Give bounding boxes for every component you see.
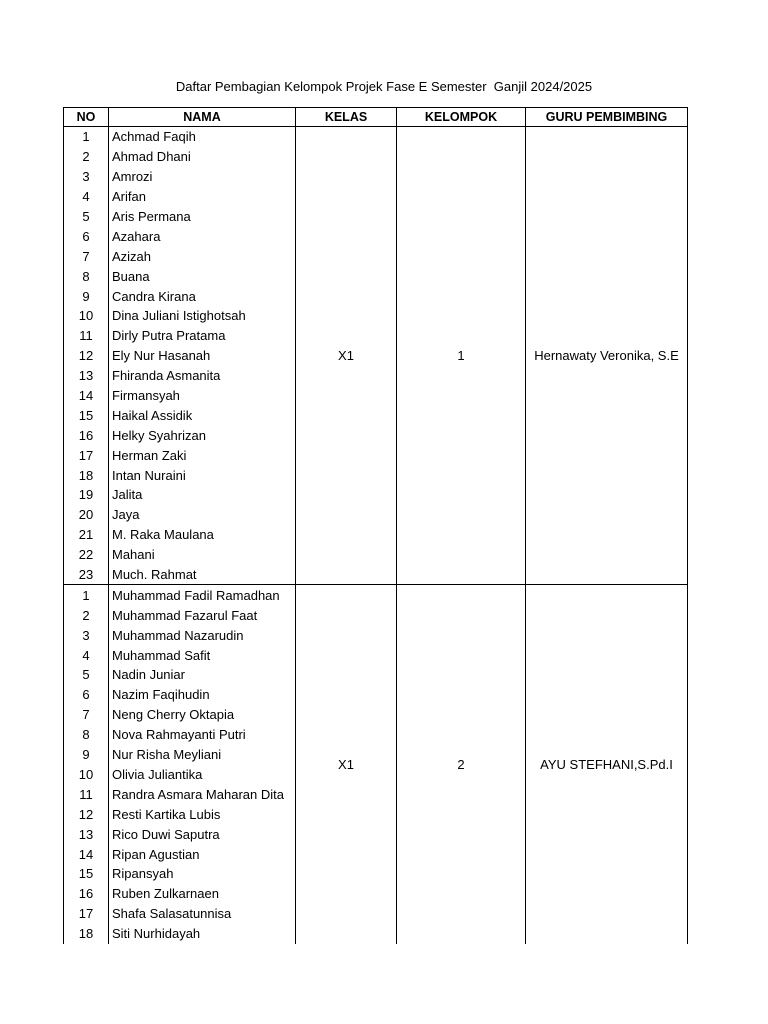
student-name: Randra Asmara Maharan Dita bbox=[109, 784, 296, 804]
student-name: Shafa Salasatunnisa bbox=[109, 904, 296, 924]
student-number: 21 bbox=[64, 525, 109, 545]
student-number: 14 bbox=[64, 386, 109, 406]
student-number: 16 bbox=[64, 884, 109, 904]
student-number: 12 bbox=[64, 804, 109, 824]
student-number: 13 bbox=[64, 824, 109, 844]
student-number: 5 bbox=[64, 665, 109, 685]
student-number: 9 bbox=[64, 745, 109, 765]
student-number: 10 bbox=[64, 306, 109, 326]
student-name: Fhiranda Asmanita bbox=[109, 366, 296, 386]
student-name: Ruben Zulkarnaen bbox=[109, 884, 296, 904]
student-name: Ely Nur Hasanah bbox=[109, 346, 296, 366]
student-number: 5 bbox=[64, 207, 109, 227]
student-name: Muhammad Safit bbox=[109, 645, 296, 665]
student-number: 7 bbox=[64, 246, 109, 266]
student-name: Nur Risha Meyliani bbox=[109, 745, 296, 765]
student-name: Arifan bbox=[109, 187, 296, 207]
student-name: Jalita bbox=[109, 485, 296, 505]
student-name: Jaya bbox=[109, 505, 296, 525]
student-number: 11 bbox=[64, 784, 109, 804]
student-name: Herman Zaki bbox=[109, 445, 296, 465]
student-number: 13 bbox=[64, 366, 109, 386]
student-name: Rico Duwi Saputra bbox=[109, 824, 296, 844]
student-number: 22 bbox=[64, 545, 109, 565]
table-row bbox=[64, 127, 688, 147]
student-name: Muhammad Fadil Ramadhan bbox=[109, 585, 296, 605]
student-name: Muhammad Fazarul Faat bbox=[109, 605, 296, 625]
student-number: 4 bbox=[64, 187, 109, 207]
student-name: Achmad Faqih bbox=[109, 127, 296, 147]
student-name: Muhammad Nazarudin bbox=[109, 625, 296, 645]
column-header-kelas: KELAS bbox=[296, 108, 397, 127]
student-number: 2 bbox=[64, 147, 109, 167]
student-name: Siti Nurhidayah bbox=[109, 924, 296, 944]
student-number: 23 bbox=[64, 565, 109, 585]
roster-body bbox=[64, 127, 688, 944]
student-number: 6 bbox=[64, 685, 109, 705]
student-name: Azizah bbox=[109, 246, 296, 266]
table-row bbox=[64, 585, 688, 605]
student-number: 10 bbox=[64, 765, 109, 785]
student-number: 4 bbox=[64, 645, 109, 665]
student-name: Amrozi bbox=[109, 167, 296, 187]
student-name: Aris Permana bbox=[109, 207, 296, 227]
student-name: Mahani bbox=[109, 545, 296, 565]
student-number: 14 bbox=[64, 844, 109, 864]
student-name: Ripan Agustian bbox=[109, 844, 296, 864]
student-number: 7 bbox=[64, 705, 109, 725]
student-number: 3 bbox=[64, 625, 109, 645]
student-number: 2 bbox=[64, 605, 109, 625]
group-kelompok: 1 bbox=[397, 127, 526, 585]
student-name: Azahara bbox=[109, 226, 296, 246]
student-name: Nova Rahmayanti Putri bbox=[109, 725, 296, 745]
group-kelas: X1 bbox=[296, 585, 397, 944]
student-name: Dina Juliani Istighotsah bbox=[109, 306, 296, 326]
student-number: 11 bbox=[64, 326, 109, 346]
student-number: 19 bbox=[64, 485, 109, 505]
student-number: 6 bbox=[64, 226, 109, 246]
student-number: 17 bbox=[64, 445, 109, 465]
header-row bbox=[64, 108, 688, 127]
student-number: 18 bbox=[64, 465, 109, 485]
student-name: Neng Cherry Oktapia bbox=[109, 705, 296, 725]
student-number: 1 bbox=[64, 585, 109, 605]
student-name: Dirly Putra Pratama bbox=[109, 326, 296, 346]
group-guru-pembimbing: Hernawaty Veronika, S.E bbox=[526, 127, 688, 585]
student-number: 8 bbox=[64, 725, 109, 745]
student-number: 15 bbox=[64, 405, 109, 425]
group-guru-pembimbing: AYU STEFHANI,S.Pd.I bbox=[526, 585, 688, 944]
student-name: Intan Nuraini bbox=[109, 465, 296, 485]
column-header-nama: NAMA bbox=[109, 108, 296, 127]
column-header-guru: GURU PEMBIMBING bbox=[526, 108, 688, 127]
student-number: 20 bbox=[64, 505, 109, 525]
student-name: Firmansyah bbox=[109, 386, 296, 406]
student-number: 17 bbox=[64, 904, 109, 924]
student-number: 18 bbox=[64, 924, 109, 944]
student-name: Resti Kartika Lubis bbox=[109, 804, 296, 824]
student-name: Nadin Juniar bbox=[109, 665, 296, 685]
student-name: M. Raka Maulana bbox=[109, 525, 296, 545]
column-header-kelompok: KELOMPOK bbox=[397, 108, 526, 127]
page-title: Daftar Pembagian Kelompok Projek Fase E Semester Ganjil 2024/2025 bbox=[175, 79, 593, 94]
student-name: Much. Rahmat bbox=[109, 565, 296, 585]
student-number: 12 bbox=[64, 346, 109, 366]
column-header-no: NO bbox=[64, 108, 109, 127]
student-number: 8 bbox=[64, 266, 109, 286]
group-roster-table bbox=[63, 107, 688, 944]
student-name: Helky Syahrizan bbox=[109, 425, 296, 445]
student-name: Ahmad Dhani bbox=[109, 147, 296, 167]
student-name: Buana bbox=[109, 266, 296, 286]
student-name: Haikal Assidik bbox=[109, 405, 296, 425]
student-number: 9 bbox=[64, 286, 109, 306]
student-name: Candra Kirana bbox=[109, 286, 296, 306]
student-number: 16 bbox=[64, 425, 109, 445]
student-name: Olivia Juliantika bbox=[109, 765, 296, 785]
group-kelompok: 2 bbox=[397, 585, 526, 944]
group-kelas: X1 bbox=[296, 127, 397, 585]
student-number: 15 bbox=[64, 864, 109, 884]
student-number: 1 bbox=[64, 127, 109, 147]
student-number: 3 bbox=[64, 167, 109, 187]
student-name: Ripansyah bbox=[109, 864, 296, 884]
student-name: Nazim Faqihudin bbox=[109, 685, 296, 705]
